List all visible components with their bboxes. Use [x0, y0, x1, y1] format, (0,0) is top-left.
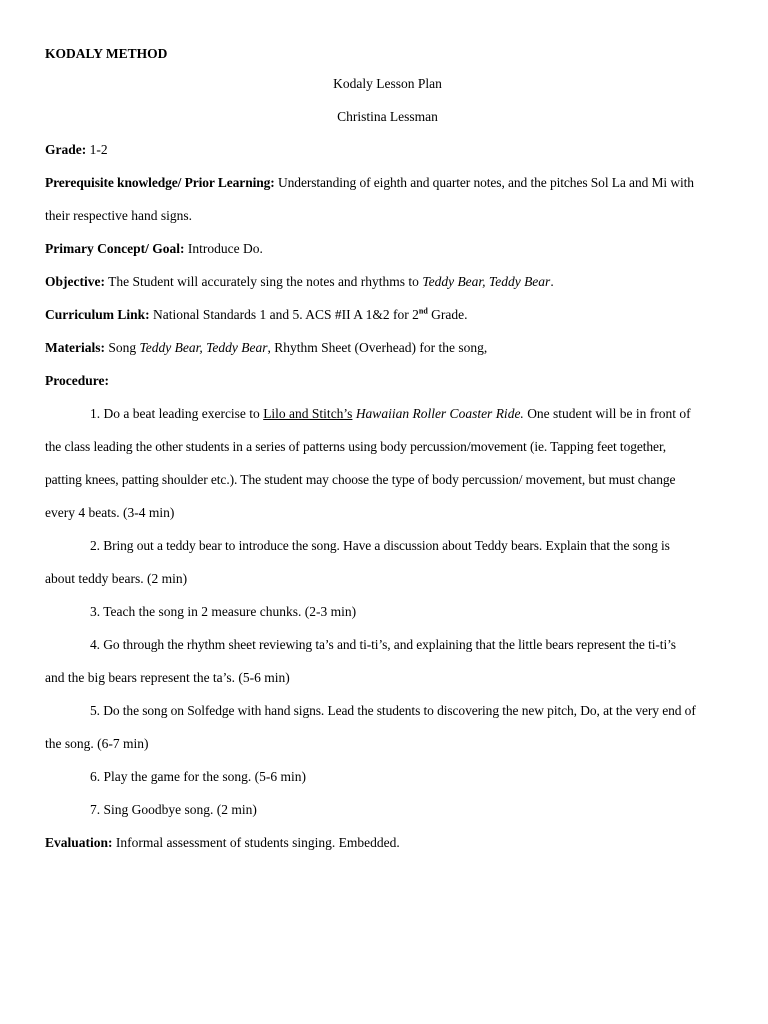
curriculum-link-superscript: nd — [418, 306, 428, 316]
curriculum-link-text: National Standards 1 and 5. ACS #II A 1&2 for 2 — [153, 307, 419, 322]
procedure-step-1-line-4: every 4 beats. (3-4 min) — [45, 505, 175, 520]
procedure-step-3: 3. Teach the song in 2 measure chunks. (2-3 min) — [90, 604, 357, 619]
procedure-step-1-line-3: patting knees, patting shoulder etc.). The student may choose the type of body percussion/ movement, but must change — [45, 472, 676, 487]
evaluation-label: Evaluation: — [45, 835, 113, 850]
procedure-step-4-line-2: and the big bears represent the ta’s. (5-6 min) — [45, 670, 290, 685]
materials-prefix: Song — [108, 340, 137, 355]
materials-rest: , Rhythm Sheet (Overhead) for the song, — [267, 340, 488, 355]
procedure-step-6: 6. Play the game for the song. (5-6 min) — [90, 769, 306, 784]
primary-concept-label: Primary Concept/ Goal: — [45, 241, 185, 256]
curriculum-link-label: Curriculum Link: — [45, 307, 150, 322]
procedure-step-5-line-2: the song. (6-7 min) — [45, 736, 149, 751]
author-name: Christina Lessman — [337, 109, 438, 124]
primary-concept-line — [45, 235, 730, 268]
materials-label: Materials: — [45, 340, 105, 355]
grade-line — [45, 136, 730, 169]
objective-end: . — [550, 274, 554, 289]
procedure-step-7: 7. Sing Goodbye song. (2 min) — [90, 802, 257, 817]
grade-value: 1-2 — [89, 142, 108, 157]
step-1-movie-title: Lilo and Stitch’s — [263, 406, 353, 421]
prerequisite-line-1 — [45, 169, 730, 202]
procedure-label: Procedure: — [45, 373, 109, 388]
objective-text: The Student will accurately sing the notes and rhythms to — [108, 274, 419, 289]
objective-label: Objective: — [45, 274, 105, 289]
primary-concept-value: Introduce Do. — [187, 241, 263, 256]
prerequisite-label: Prerequisite knowledge/ Prior Learning: — [45, 175, 275, 190]
curriculum-link-end: Grade. — [431, 307, 468, 322]
materials-line — [45, 334, 730, 367]
plan-title: Kodaly Lesson Plan — [333, 76, 442, 91]
evaluation-value: Informal assessment of students singing. Embedded. — [115, 835, 400, 850]
section-title: KODALY METHOD — [45, 46, 168, 61]
prerequisite-line-2: their respective hand signs. — [45, 208, 192, 223]
objective-song-title: Teddy Bear, Teddy Bear — [422, 274, 551, 289]
procedure-step-4-line-1: 4. Go through the rhythm sheet reviewing ta’s and ti-ti’s, and explaining that the little bears represent the ti-ti’s — [90, 637, 676, 652]
procedure-step-5-line-1: 5. Do the song on Solfedge with hand signs. Lead the students to discovering the new pitch, Do, at the very end of — [90, 703, 696, 718]
step-1-song-title: Hawaiian Roller Coaster Ride. — [355, 406, 524, 421]
evaluation-line — [45, 829, 730, 862]
procedure-step-1-line-2: the class leading the other students in a series of patterns using body percussion/movement (ie. Tapping feet together, — [45, 439, 667, 454]
procedure-step-2-line-2: about teddy bears. (2 min) — [45, 571, 188, 586]
step-1-rest: One student will be in front of — [527, 406, 691, 421]
objective-line — [45, 268, 730, 301]
materials-song-title: Teddy Bear, Teddy Bear — [139, 340, 268, 355]
procedure-step-2-line-1: 2. Bring out a teddy bear to introduce the song. Have a discussion about Teddy bears. Explain that the song is — [90, 538, 670, 553]
grade-label: Grade: — [45, 142, 87, 157]
document-page — [45, 40, 730, 862]
procedure-step-1-line-1 — [45, 400, 730, 433]
prerequisite-text: Understanding of eighth and quarter notes, and the pitches Sol La and Mi with — [278, 175, 694, 190]
curriculum-link-line — [45, 301, 730, 334]
step-1-lead: 1. Do a beat leading exercise to — [90, 406, 260, 421]
